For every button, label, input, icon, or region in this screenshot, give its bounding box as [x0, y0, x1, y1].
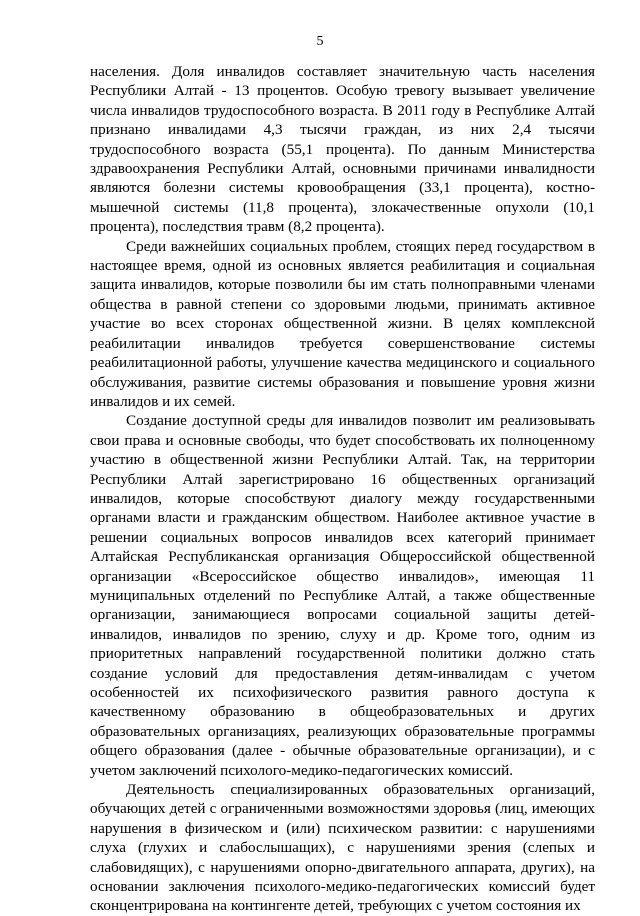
paragraph-accessible-environment: Создание доступной среды для инвалидов позволит им реализовывать свои права и основные свободы, что будет способствовать их полноценному участию в общественной жизни Республики Алтай. Так, на территории Республики Алтай зарегистрировано 16 общественных организаций инвалидов, которые способствуют диалогу между государственными органами власти и гражданским обществом. Наиболее активное участие в решении социальных вопросов инвалидов всех категорий принимает Алтайская Республиканская организация Общероссийской общественной организации «Всероссийское общество инвалидов», имеющая 11 муниципальных отделений по Республике Алтай, а также общественные организации, занимающиеся вопросами социальной защиты детей-инвалидов, инвалидов по зрению, слуху и др. Кроме того, одним из приоритетных направлений государственной политики должно стать создание условий для предоставления детям-инвалидам с учетом особенностей их психофизического развития равного доступа к качественному образованию в общеобразовательных и других образовательных организациях, реализующих образовательные программы общего образования (далее - обычные образовательные организации), и с учетом заключений психолого-медико-педагогических комиссий.	[90, 412, 595, 779]
page-number: 5	[316, 34, 324, 49]
paragraph-specialized-organizations: Деятельность специализированных образовательных организаций, обучающих детей с ограниченными возможностями здоровья (лиц, имеющих нарушения в физическом и (или) психическом развитии: с нарушениями слуха (глухих и слабослышащих), с нарушениями зрения (слепых и слабовидящих), с нарушениями опорно-двигательного аппарата, других), на основании заключения психолого-медико-педагогических комиссий будет сконцентрирована на контингенте детей, требующих с учетом состояния их	[90, 781, 595, 915]
document-body	[90, 62, 595, 916]
paragraph-social-problems: Среди важнейших социальных проблем, стоящих перед государством в настоящее время, одной из основных является реабилитация и социальная защита инвалидов, которые позволили бы им стать полноправными членами общества в равной степени со здоровыми людьми, принимать активное участие во всех сторонах общественной жизни. В целях комплексной реабилитации инвалидов требуется совершенствование системы реабилитационной работы, улучшение качества медицинского и социального обслуживания, развитие системы образования и повышение уровня жизни инвалидов и их семей.	[90, 237, 595, 410]
paragraph-continuation: населения. Доля инвалидов составляет значительную часть населения Республики Алтай - 13 процентов. Особую тревогу вызывает увеличение числа инвалидов трудоспособного возраста. В 2011 году в Республике Алтай признано инвалидами 4,3 тысячи граждан, из них 2,4 тысячи трудоспособного возраста (55,1 процента). По данным Министерства здравоохранения Республики Алтай, основными причинами инвалидности являются болезни системы кровообращения (33,1 процента), костно-мышечной системы (11,8 процента), злокачественные опухоли (10,1 процента), последствия травм (8,2 процента).	[90, 63, 595, 236]
